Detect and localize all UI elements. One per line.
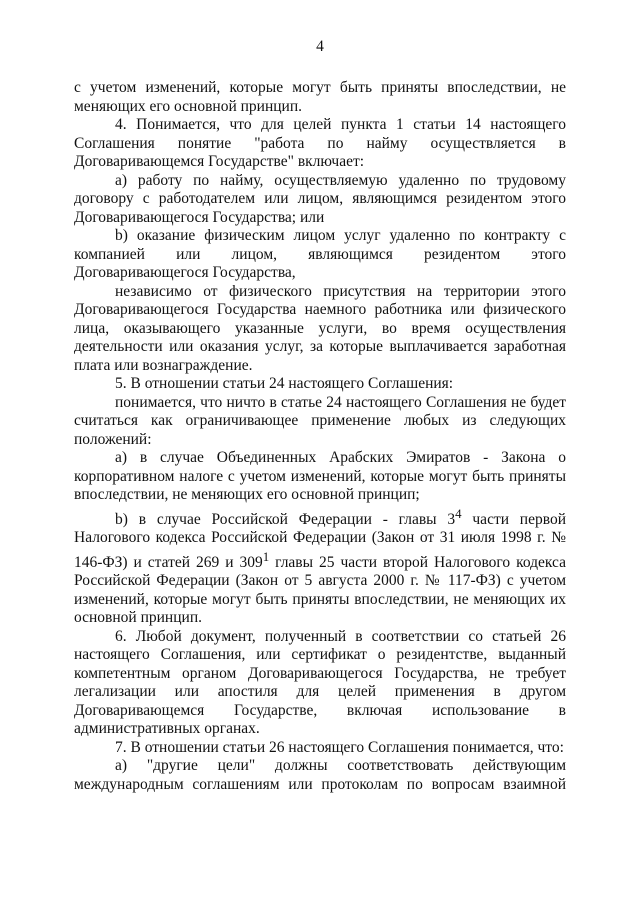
paragraph-item-6: 6. Любой документ, полученный в соответствии со статьей 26 настоящего Соглашения, или сертификат о резидентстве, выданный компетентным органом Договаривающегося Государства, не требует легализации или апостиля для целей применения в другом Договаривающемся Государстве, включая использование в административных органах. <box>74 627 566 738</box>
paragraph-item-5b <box>74 505 566 628</box>
paragraph-item-5a: a) в случае Объединенных Арабских Эмиратов - Закона о корпоративном налоге с учетом изменений, которые могут быть приняты впоследствии, не меняющих его основной принцип; <box>74 449 566 503</box>
page-number: 4 <box>316 38 324 55</box>
paragraph-item-4b: b) оказание физическим лицом услуг удаленно по контракту с компанией или лицом, являющимся резидентом этого Договаривающегося Государства, <box>74 227 566 281</box>
paragraph-item-4a: a) работу по найму, осуществляемую удаленно по трудовому договору с работодателем или лицом, являющимся резидентом этого Договаривающегося Государства; или <box>74 171 566 226</box>
paragraph-item-5: 5. В отношении статьи 24 настоящего Соглашения: <box>115 375 454 392</box>
paragraph-item-4-regardless: независимо от физического присутствия на территории этого Договаривающегося Государства наемного работника или физического лица, оказывающего указанные услуги, во время осуществления деятельности или оказания услуг, за которые выплачивается заработная плата или вознаграждение. <box>74 282 566 374</box>
paragraph-continuation: с учетом изменений, которые могут быть приняты впоследствии, не меняющих его основной принцип. <box>74 79 566 115</box>
paragraph-item-5b-part2: части первой Налогового кодекса Российской Федерации (Закон от 31 июля 1998 г. № 146-ФЗ) и статей 269 и 309 <box>74 510 566 571</box>
paragraph-item-5b-part3: главы 25 части второй Налогового кодекса Российской Федерации (Закон от 5 августа 2000 г. № 117-ФЗ) с учетом изменений, которые могут быть приняты впоследствии, не меняющих их основной принцип. <box>74 553 566 627</box>
document-body <box>74 79 566 794</box>
paragraph-item-5b-part1: b) в случае Российской Федерации - главы 3 <box>115 510 456 528</box>
superscript-chapter: 4 <box>455 505 462 521</box>
paragraph-item-5-understood: понимается, что ничто в статье 24 настоящего Соглашения не будет считаться как ограничивающее применение любых из следующих положений: <box>74 393 566 448</box>
paragraph-item-7a: a) "другие цели" должны соответствовать действующим международным соглашениям или протоколам по вопросам взаимной <box>74 757 566 793</box>
paragraph-item-4: 4. Понимается, что для целей пункта 1 статьи 14 настоящего Соглашения понятие "работа по найму осуществляется в Договаривающемся Государстве" включает: <box>74 116 566 170</box>
paragraph-item-7: 7. В отношении статьи 26 настоящего Соглашения понимается, что: <box>115 738 564 756</box>
superscript-article: 1 <box>262 548 270 564</box>
